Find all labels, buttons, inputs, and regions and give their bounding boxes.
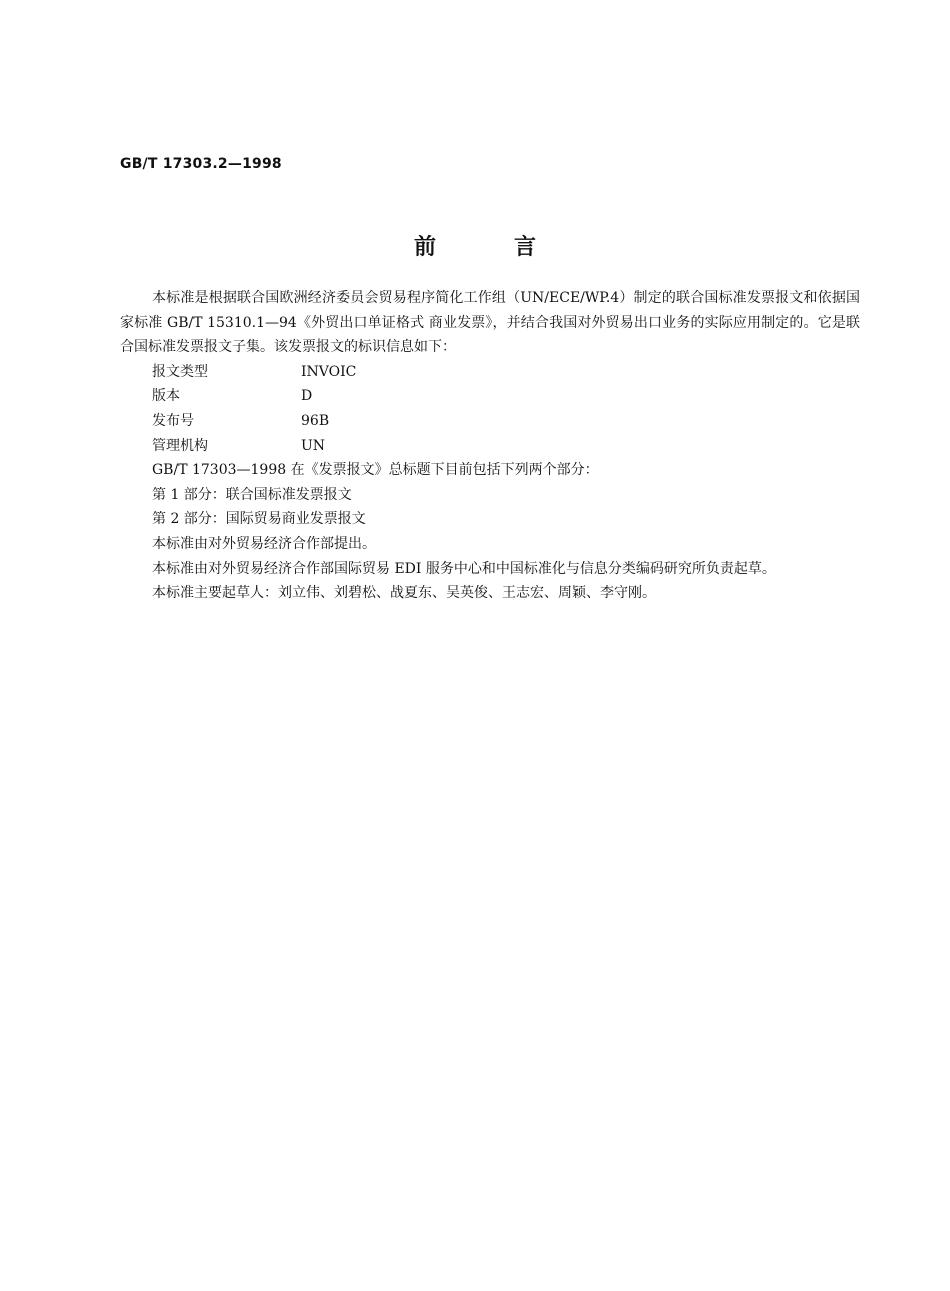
info-value: D (301, 388, 313, 405)
info-value: INVOIC (301, 363, 357, 380)
info-row-agency (120, 434, 860, 459)
info-label: 版本 (152, 388, 180, 405)
part-2-line: 第 2 部分：国际贸易商业发票报文 (152, 511, 366, 528)
page-title: 前言 (413, 235, 614, 260)
document-body (120, 286, 860, 606)
info-row-version (120, 384, 860, 409)
info-label: 报文类型 (152, 363, 208, 380)
info-row-message-type (120, 360, 860, 385)
drafters-line: 本标准主要起草人：刘立伟、刘碧松、战夏东、吴英俊、王志宏、周颖、李守刚。 (152, 585, 656, 602)
intro-paragraph: 本标准是根据联合国欧洲经济委员会贸易程序简化工作组（UN/ECE/WP.4）制定的联合国标准发票报文和依据国家标准 GB/T 15310.1—94《外贸出口单证格式 商业发票》，并结合我国对外贸易出口业务的实际应用制定的。它是联合国标准发票报文子集。该发票报文的标识信息如下： (120, 290, 860, 356)
info-label: 发布号 (152, 412, 194, 429)
info-row-release (120, 409, 860, 434)
drafting-org-paragraph: 本标准由对外贸易经济合作部国际贸易 EDI 服务中心和中国标准化与信息分类编码研究所负责起草。 (152, 560, 776, 577)
parts-intro: GB/T 17303—1998 在《发票报文》总标题下目前包括下列两个部分： (152, 462, 599, 479)
info-label: 管理机构 (152, 437, 208, 454)
info-value: 96B (301, 412, 330, 429)
standard-code: GB/T 17303.2—1998 (120, 156, 282, 172)
info-value: UN (301, 437, 326, 454)
part-1-line: 第 1 部分：联合国标准发票报文 (152, 486, 352, 503)
proposer-line: 本标准由对外贸易经济合作部提出。 (152, 535, 376, 552)
